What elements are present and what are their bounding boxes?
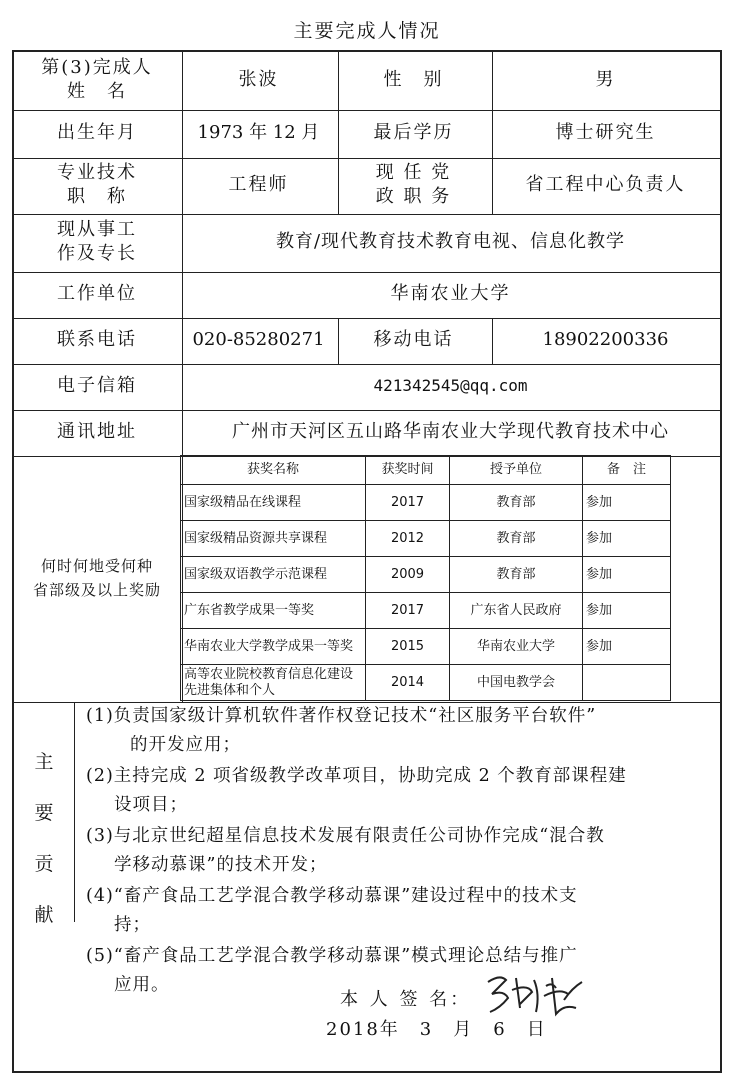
table-row xyxy=(181,665,671,701)
awards-header-row xyxy=(181,456,671,485)
contrib-item xyxy=(86,702,706,760)
employer-value: 华南农业大学 xyxy=(390,282,511,304)
contrib-line: 持； xyxy=(114,915,151,935)
award-name: 华南农业大学教学成果一等奖 xyxy=(181,629,366,665)
contrib-item xyxy=(86,882,706,940)
contrib-line: (4)“畜产食品工艺学混合教学移动慕课”建设过程中的技术支 xyxy=(86,886,578,906)
award-org: 中国电教学会 xyxy=(450,665,583,701)
completer-label: 第(3)完成人 姓 名 xyxy=(41,57,153,102)
contrib-line: (3)与北京世纪超星信息技术发展有限责任公司协作完成“混合教 xyxy=(86,826,605,846)
contrib-char: 主 xyxy=(34,751,54,773)
email-label: 电子信箱 xyxy=(57,374,137,396)
awards-header-name: 获奖名称 xyxy=(181,456,366,485)
contrib-label xyxy=(14,702,74,972)
birth-label: 出生年月 xyxy=(57,121,137,143)
award-name: 国家级精品在线课程 xyxy=(181,485,366,521)
specialty-label: 现从事工 作及专长 xyxy=(57,218,137,264)
table-row xyxy=(181,485,671,521)
contrib-char: 献 xyxy=(34,904,54,926)
title-value: 工程师 xyxy=(228,173,289,195)
award-org: 广东省人民政府 xyxy=(450,593,583,629)
handwritten-signature xyxy=(480,968,590,1020)
awards-table xyxy=(180,455,671,701)
award-note: 参加 xyxy=(583,485,671,521)
phone-value: 020-85280271 xyxy=(192,328,325,350)
award-name: 国家级双语教学示范课程 xyxy=(181,557,366,593)
awards-label: 何时何地受何种 省部级及以上奖励 xyxy=(32,557,161,599)
title-label: 专业技术 职 称 xyxy=(57,161,137,207)
award-note: 参加 xyxy=(583,593,671,629)
award-org: 教育部 xyxy=(450,521,583,557)
table-row xyxy=(181,557,671,593)
employer-label: 工作单位 xyxy=(57,282,137,304)
education-label: 最后学历 xyxy=(373,121,454,143)
birth-value: 1973 年 12 月 xyxy=(197,121,320,143)
signature-label: 本 人 签 名： xyxy=(340,989,472,1010)
contrib-line: 学移动慕课”的技术开发； xyxy=(114,855,328,875)
contrib-line: 应用。 xyxy=(114,975,170,995)
gender-label: 性 别 xyxy=(383,69,444,90)
award-name: 高等农业院校教育信息化建设先进集体和个人 xyxy=(181,665,366,701)
page-title: 主要完成人情况 xyxy=(293,20,441,42)
award-name: 国家级精品资源共享课程 xyxy=(181,521,366,557)
table-row xyxy=(181,629,671,665)
award-org: 教育部 xyxy=(450,485,583,521)
email-value: 421342545@qq.com xyxy=(373,375,528,395)
award-year: 2014 xyxy=(366,665,450,701)
award-note: 参加 xyxy=(583,557,671,593)
award-year: 2017 xyxy=(366,485,450,521)
award-year: 2012 xyxy=(366,521,450,557)
award-year: 2009 xyxy=(366,557,450,593)
award-org: 华南农业大学 xyxy=(450,629,583,665)
contrib-line: (2)主持完成 2 项省级教学改革项目，协助完成 2 个教育部课程建 xyxy=(86,766,627,786)
name-value: 张波 xyxy=(238,69,279,90)
contrib-line: (5)“畜产食品工艺学混合教学移动慕课”模式理论总结与推广 xyxy=(86,946,578,966)
contrib-line: (1)负责国家级计算机软件著作权登记技术“社区服务平台软件” xyxy=(86,706,597,726)
award-note: 参加 xyxy=(583,521,671,557)
award-org: 教育部 xyxy=(450,557,583,593)
gender-value: 男 xyxy=(595,69,616,90)
awards-header-org: 授予单位 xyxy=(450,456,583,485)
award-year: 2015 xyxy=(366,629,450,665)
education-value: 博士研究生 xyxy=(555,121,656,143)
post-value: 省工程中心负责人 xyxy=(525,173,686,195)
award-note: 参加 xyxy=(583,629,671,665)
table-row xyxy=(181,593,671,629)
award-name: 广东省教学成果一等奖 xyxy=(181,593,366,629)
address-value: 广州市天河区五山路华南农业大学现代教育技术中心 xyxy=(232,420,669,442)
awards-header-note: 备 注 xyxy=(583,456,671,485)
mobile-label: 移动电话 xyxy=(373,328,454,350)
address-label: 通讯地址 xyxy=(57,420,137,442)
specialty-value: 教育/现代教育技术教育电视、信息化教学 xyxy=(275,230,626,252)
awards-header-year: 获奖时间 xyxy=(366,456,450,485)
table-row xyxy=(181,521,671,557)
contrib-line: 的开发应用； xyxy=(130,735,241,755)
award-year: 2017 xyxy=(366,593,450,629)
phone-label: 联系电话 xyxy=(57,328,137,350)
mobile-value: 18902200336 xyxy=(542,328,669,350)
contrib-item xyxy=(86,822,706,880)
signature-date: 2018年 3 月 6 日 xyxy=(326,1019,547,1040)
contrib-char: 贡 xyxy=(34,853,54,875)
award-note xyxy=(583,665,671,701)
contrib-list xyxy=(86,702,706,1002)
contrib-line: 设项目； xyxy=(114,795,188,815)
contrib-item xyxy=(86,762,706,820)
post-label: 现 任 党 政 职 务 xyxy=(375,161,452,207)
contrib-char: 要 xyxy=(34,802,54,824)
